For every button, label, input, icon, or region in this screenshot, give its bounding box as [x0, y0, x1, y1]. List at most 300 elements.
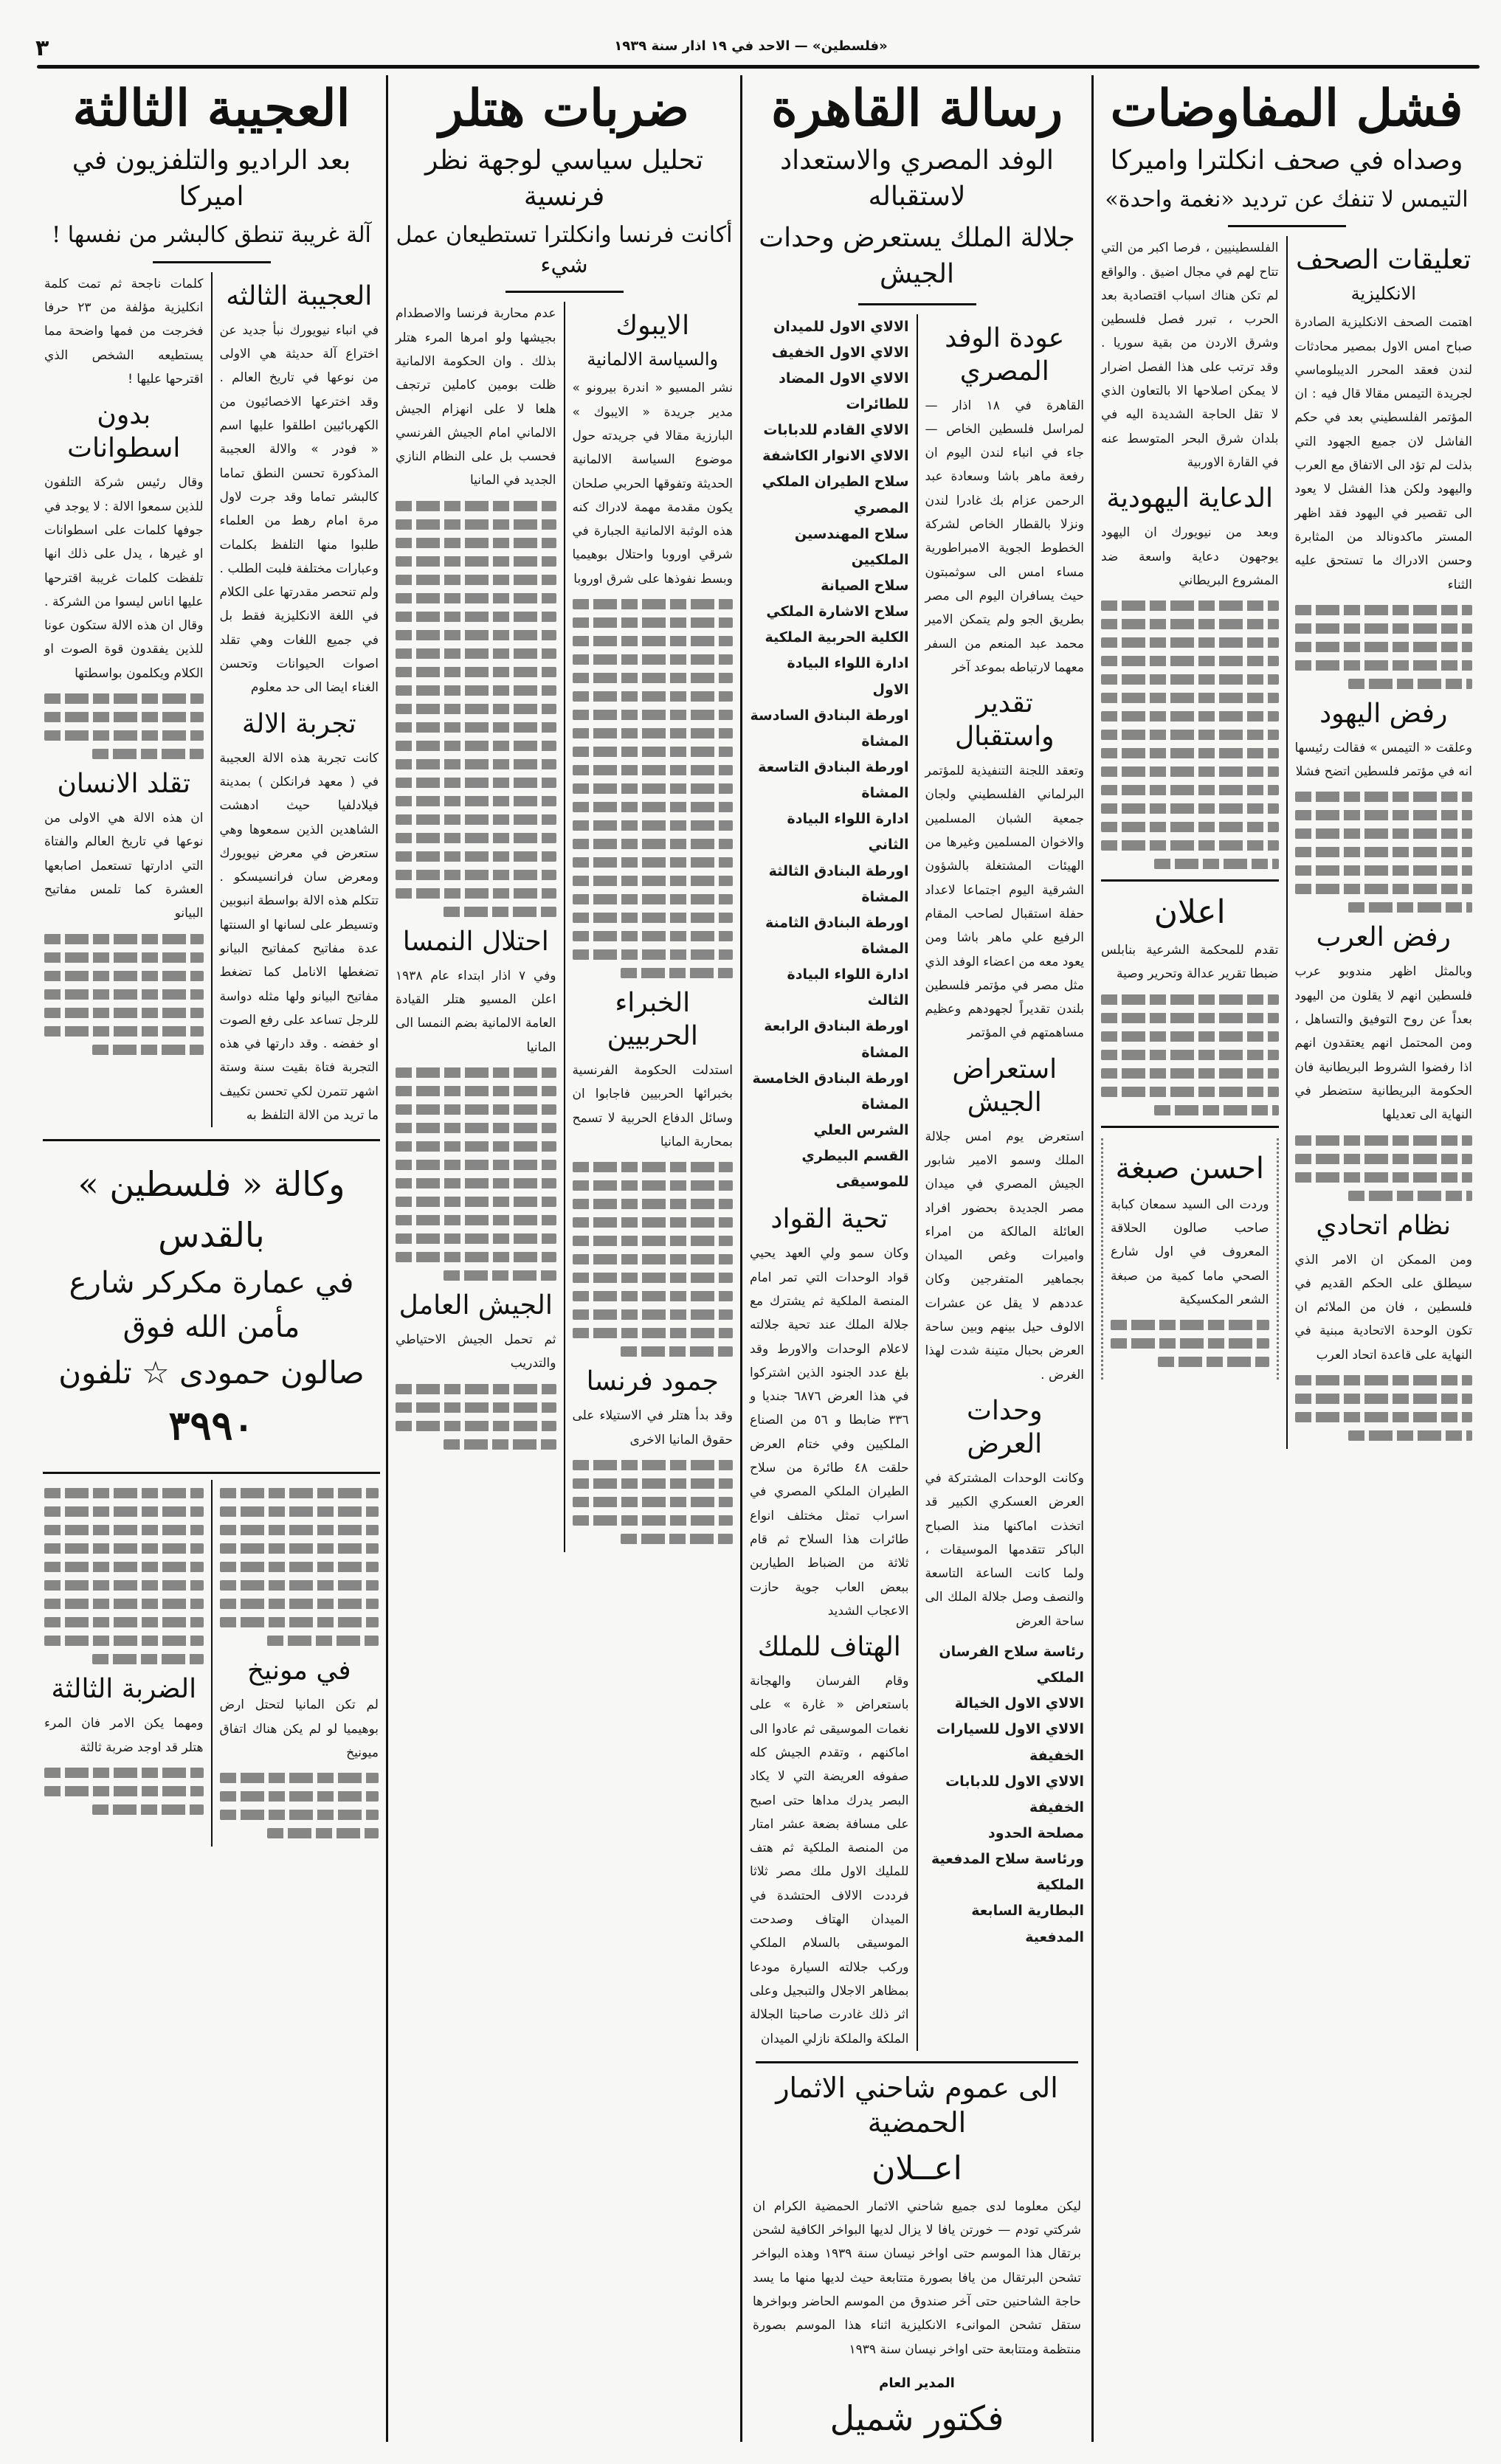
text-line-placeholder: [573, 931, 734, 941]
deck: الوفد المصري والاستعداد لاستقباله: [780, 145, 1054, 212]
list-item: الالاي الاول للسيارات الخفيفة: [936, 1721, 1084, 1764]
orange-shipping-ad: [742, 2051, 1091, 2442]
subcolumn: [742, 314, 918, 2051]
article-text: وكان سمو ولي العهد يحيي قواد الوحدات التي تمر امام المنصة الملكية ثم يشترك مع جلالة الملك عند تحية جلالته لاعلام الوحدات والاورط وقد بلغ عدد الجنود الذين اشتركوا في هذا العرض ٦٨٧٦ جنديا و ٣٣٦ ضابطا و ٥٦ من الصناع الملكيين وفي ختام العرض حلقت ٤٨ طائرة من سلاح الطيران الملكي المصري في اسراب تمثل مختلف انواع طائرات هذا السلاح ثم قام ثلاثة من الضباط الطيارين ببعض العاب جوية حازت الاعجاب الشديد: [750, 1246, 909, 1619]
article-text: ثم تحمل الجيش الاحتياطي والتدريب: [396, 1332, 556, 1371]
deck: بعد الراديو والتلفزيون في اميركا: [72, 145, 351, 212]
text-line-placeholder: [1101, 1087, 1279, 1097]
article-text: الفلسطينيين ، فرصا اكبر من التي تتاح لهم في مجال اضيق . والواقع لم تكن هناك اسباب اقتصادية بعد الحرب ، تبرر فصل فلسطين وشرق الاردن من بقية سوريا . وقد ترتب على هذا الفصل اضرار لا يمكن اصلاحها الا بالتعاون الذي لا تقل الحاجة الشديدة اليه في بلدان شرق البحر المتوسط عنه في القارة الاوربية: [1101, 240, 1279, 470]
text-line-placeholder: [396, 630, 556, 640]
text-line-placeholder: [396, 778, 556, 788]
section-heading: نظام اتحادي: [1316, 1210, 1452, 1241]
text-line-placeholder: [1295, 1172, 1473, 1183]
list-item: الكلية الحربية الملكية: [765, 629, 909, 646]
headline: رسالة القاهرة: [770, 79, 1063, 138]
text-line-placeholder: [44, 1026, 204, 1037]
article-text: القاهرة في ١٨ اذار — لمراسل فلسطين الخاص — جاء في انباء لندن اليوم ان رفعة ماهر باشا وسعادة عبد الرحمن عزام بك غادرا لندن ونزلا بالقطار الخاص لشركة الخطوط الجوية الامبراطورية مساء امس الى سوثمبتون حيث يسافران اليوم الى مصر بطريق الجو ولم يتمكن الامير محمد عبد المنعم من السفر معهما لارتباطه بموعد آخر: [925, 398, 1084, 675]
section-heading: رفض اليهود: [1319, 698, 1448, 729]
article-text: ومهما يكن الامر فان المرء هتلر قد اوجد ضربة ثالثة: [44, 1716, 204, 1755]
list-item: سلاح الطيران الملكي المصري: [762, 474, 909, 516]
article-text: وبالمثل اظهر مندوبو عرب فلسطين انهم لا يقلون من اليهود بعداً عن روح التوفيق والتساهل ، ومن المحتمل انهم يعتقدون انهم اذا رفضوا الشروط البريطانية فان الحكومة البريطانية ستضطر في النهاية الى تعديلها: [1294, 964, 1472, 1123]
text-line-placeholder: [573, 747, 734, 757]
list-item: القسم البيطري: [801, 1148, 909, 1165]
list-item: الالاي الاول المضاد للطائرات: [779, 370, 909, 412]
text-line-placeholder: [396, 501, 556, 511]
text-line-placeholder: [573, 1515, 734, 1526]
subcolumn: [1094, 236, 1288, 1449]
text-line-placeholder: [1154, 859, 1278, 869]
text-line-placeholder: [220, 1773, 379, 1783]
text-line-placeholder: [396, 1421, 556, 1431]
horizontal-rule: [1101, 1126, 1279, 1128]
text-line-placeholder: [220, 1810, 379, 1820]
text-line-placeholder: [573, 949, 734, 960]
text-line-placeholder: [396, 593, 556, 603]
article-columns: [37, 272, 386, 1128]
list-item: الالاي الاول الخيالة: [954, 1695, 1084, 1712]
subcolumn: [565, 302, 741, 1551]
text-line-placeholder: [573, 1291, 734, 1301]
text-line-placeholder: [396, 888, 556, 899]
deck: تحليل سياسي لوجهة نظر فرنسية: [425, 145, 703, 212]
article-text: في انباء نيويورك نبأ جديد عن اختراع آلة حديثة هي الاولى من نوعها في تاريخ العالم . وقد اخترعها الاخصائيون من الكهربائيين اطلقوا عليها اسم « فودر » والالة العجيبة المذكورة تحسن النطق تماما كالبشر تماما وقد جرت لاول مرة امام رهط من العلماء طلبوا منها التلفظ بكلمات وعبارات مختلفة فلبت الطلب . ولم تنحصر مقدرتها على الكلام في اللغة الانكليزية فقط بل في جميع اللغات وهي تقلد اصوات الحيوانات وتحسن الغناء ايضا الى حد معلوم: [219, 322, 379, 696]
text-line-placeholder: [396, 1141, 556, 1152]
article-text: وتعقد اللجنة التنفيذية للمؤتمر البرلماني الفلسطيني ولجان جمعية الشبان المسلمين والاخوان المسلمين وغيرها من الهيئات المشتغلة بالشؤون الشرقية اليوم اجتماعا لاعداد حفلة استقبال لصاحب المقام الرفيع علي ماهر باشا ومن يعود معه من اعضاء الوفد الذي مثل مصر في مؤتمر فلسطين بلندن تقديراً لجهودهم وعظيم مساهمتهم في المؤتمر: [925, 764, 1084, 1041]
section-heading: الهتاف للملك: [757, 1632, 901, 1663]
text-line-placeholder: [573, 783, 734, 794]
article-cairo: [742, 75, 1094, 2442]
subdeck: أكانت فرنسا وانكلترا تستطيعان عمل شيء: [396, 222, 733, 278]
text-line-placeholder: [396, 538, 556, 548]
text-line-placeholder: [573, 820, 734, 831]
text-line-placeholder: [44, 1488, 204, 1498]
list-item: اورطة البنادق الرابعة المشاة: [764, 1018, 909, 1061]
subcolumn: [37, 1480, 213, 1847]
section-heading: احتلال النمسا: [402, 926, 549, 957]
text-line-placeholder: [267, 1636, 379, 1646]
notice-text: تقدم للمحكمة الشرعية بنابلس ضبطا تقرير عدالة وتحرير وصية: [1101, 943, 1279, 982]
text-line-placeholder: [44, 1636, 204, 1646]
text-line-placeholder: [396, 685, 556, 696]
text-line-placeholder: [44, 712, 204, 722]
text-line-placeholder: [573, 876, 734, 886]
text-line-placeholder: [396, 1197, 556, 1207]
masthead-rule: [37, 65, 1480, 69]
text-line-placeholder: [573, 617, 734, 628]
headline: العجيبة الثالثة: [72, 79, 351, 138]
horizontal-rule: [1101, 879, 1279, 882]
article-text: ومن الممكن ان الامر الذي سيطلق على الحكم القديم في فلسطين ، فان من الملائم ان تكون الوحدة الاتحادية مبنية في النهاية على قاعدة اتحاد العرب: [1294, 1252, 1472, 1363]
article-text: اهتمت الصحف الانكليزية الصادرة صباح امس الاول بمصير محادثات لندن فعقد المحرر الديبلوماسي لجريدة التيمس مقالا قال فيه : ان المؤتمر الفلسطيني بعد في حكم الفاشل لان جميع الجهود التي بذلت لم تؤد الى الاتفاق مع العرب واليهود ولكن هذا الفشل لا يعود الى تقصير في اليهود فقد اظهر المستر ماكدونالد من المثابرة وحسن الادراك ما تستحق عليه الثناء: [1294, 315, 1472, 592]
text-line-placeholder: [220, 1543, 379, 1554]
text-line-placeholder: [621, 1534, 733, 1544]
text-line-placeholder: [92, 1045, 204, 1055]
subcolumn: [213, 272, 387, 1128]
list-item: اورطة البنادق الثامنة المشاة: [765, 914, 909, 957]
masthead: [22, 22, 1480, 74]
text-line-placeholder: [44, 1786, 204, 1796]
subcolumn: [37, 272, 213, 1128]
article-columns: [388, 302, 740, 1551]
text-line-placeholder: [220, 1562, 379, 1572]
article-text: وبعد من نيويورك ان اليهود يوجهون دعاية واسعة ضد المشروع البريطاني: [1101, 525, 1279, 588]
article-negotiations: [1094, 75, 1480, 2442]
text-line-placeholder: [1295, 642, 1473, 652]
list-item: سلاح الاشارة الملكي: [766, 603, 909, 620]
text-line-placeholder: [220, 1506, 379, 1517]
text-line-placeholder: [44, 1580, 204, 1591]
text-line-placeholder: [396, 1123, 556, 1133]
text-line-placeholder: [1295, 605, 1473, 615]
deck: وصداه في صحف انكلترا واميركا: [1110, 145, 1463, 176]
text-line-placeholder: [444, 907, 556, 917]
text-line-placeholder: [396, 1215, 556, 1225]
text-line-placeholder: [396, 1104, 556, 1115]
section-subheading: الانكليزية: [1350, 283, 1416, 305]
section-heading: استعراض الجيش: [952, 1053, 1057, 1118]
text-line-placeholder: [1101, 785, 1279, 795]
list-item: الالاي الاول للدبابات الخفيفة: [945, 1773, 1084, 1816]
text-line-placeholder: [1111, 1320, 1269, 1330]
list-item: اورطة البنادق الخامسة المشاة: [752, 1070, 909, 1112]
horizontal-rule: [43, 1139, 380, 1141]
text-line-placeholder: [573, 1328, 734, 1338]
text-line-placeholder: [220, 1525, 379, 1535]
text-line-placeholder: [44, 1543, 204, 1554]
text-line-placeholder: [1101, 637, 1279, 648]
text-line-placeholder: [44, 1768, 204, 1778]
agency-name: وكالة « فلسطين » بالقدس: [77, 1164, 345, 1256]
text-line-placeholder: [1101, 766, 1279, 777]
text-line-placeholder: [396, 722, 556, 733]
text-line-placeholder: [1295, 1154, 1473, 1164]
text-line-placeholder: [1101, 674, 1279, 685]
signer-name: فكتور شميل: [829, 2398, 1004, 2438]
text-line-placeholder: [1348, 1191, 1472, 1201]
text-line-placeholder: [573, 728, 734, 738]
text-line-placeholder: [573, 894, 734, 904]
text-line-placeholder: [1101, 748, 1279, 758]
ad-text: وردت الى السيد سمعان كبابة صاحب صالون الحلاقة المعروف في اول شارع الصحي ماما كمية من صبغة الشعر المكسيكية: [1111, 1197, 1269, 1307]
article-text: وقد بدأ هتلر في الاستيلاء على حقوق المانيا الاخرى: [572, 1408, 733, 1447]
agency-location-text: صالون حمودى ☆ تلفون: [58, 1354, 365, 1391]
text-line-placeholder: [573, 1273, 734, 1283]
text-line-placeholder: [92, 749, 204, 759]
text-line-placeholder: [1295, 884, 1473, 894]
text-line-placeholder: [44, 934, 204, 944]
subcolumn: [213, 1480, 387, 1847]
text-line-placeholder: [396, 1384, 556, 1394]
notice-heading: اعلان: [1153, 893, 1226, 932]
article-columns: [1094, 236, 1480, 1449]
text-line-placeholder: [573, 1162, 734, 1172]
headline: ضربات هتلر: [438, 79, 689, 138]
text-line-placeholder: [396, 612, 556, 622]
dye-ad: [1101, 1138, 1279, 1380]
article-text: كانت تجربة هذه الالة العجيبة في ( معهد فرانكلن ) بمدينة فيلادلفيا حيث ادهشت الشاهدين الذين سمعوها وهي ستعرض في معرض نيويورك ومعرض سان فرانسيسكو . تتكلم هذه الالة بواسطة انبوبين وتسيطر على لسانها او السنتها عدة مفاتيح كمفاتيح البيانو تضغطها الانامل كما تضغط مفاتيح البيانو ولها مثله دواسة للرجل تساعد على رفع الصوت او خفضه . وقد دارتها في هذه التجربة فتاة بقيت سنة وستة اشهر تتمرن لكي تحسن تكييف ما تريد من الالة التلفظ به: [219, 750, 379, 1124]
text-line-placeholder: [1295, 623, 1473, 634]
text-line-placeholder: [1101, 1068, 1279, 1079]
article-hitler: [388, 75, 742, 2442]
text-line-placeholder: [1101, 693, 1279, 703]
text-line-placeholder: [44, 1562, 204, 1572]
text-line-placeholder: [1101, 994, 1279, 1005]
text-line-placeholder: [573, 1460, 734, 1470]
article-text: وقام الفرسان والهجانة باستعراض « غارة » على نغمات الموسيقى ثم عادوا الى اماكنهم ، وتقدم الجيش كله صفوفه العريضة التي لا يكاد البصر يدرك مداها حتى اصبح على مسافة بضعة عشر امتار من المنصة الملكية ثم هتف للمليك الاول ملك مصر ثلاثا فرددت الالاف الحتشدة في الميدان الهتاف وصدحت الموسيقى بالسلام الملكي وركب جلالته السيارة مودعا بمظاهر الاجلال والتبجيل وعلى اثر ذلك غادرت صاحبتا الجلالة الملكة والملكة نازلي الميدان: [750, 1674, 909, 2046]
text-line-placeholder: [1295, 1375, 1473, 1385]
list-item: الشرس العلي: [813, 1121, 909, 1138]
text-line-placeholder: [1158, 1357, 1269, 1367]
newspaper-page: [22, 22, 1480, 2442]
text-line-placeholder: [1348, 679, 1472, 689]
text-line-placeholder: [621, 968, 733, 978]
article-text: استدلت الحكومة الفرنسية بخبرائها الحربيين فاجابوا ان وسائل الدفاع الحربية لا تسمح بمحاربة المانيا: [572, 1063, 733, 1149]
text-line-placeholder: [1154, 1105, 1278, 1115]
text-line-placeholder: [396, 1160, 556, 1170]
article-text: وفي ٧ اذار ابتداء عام ١٩٣٨ اعلن المسيو هتلر القيادة العامة الالمانية بضم النمسا الى المانيا: [396, 968, 556, 1055]
text-line-placeholder: [1101, 619, 1279, 629]
section-heading: تعليقات الصحف: [1296, 245, 1471, 276]
text-line-placeholder: [1101, 711, 1279, 721]
article-text: وقال رئيس شركة التلفون للذين سمعوا الالة : لا يوجد في جوفها كلمات على اسطوانات او غيرها ، يدل على ذلك انها تلفظت كلمات غريبة اقترحها عليها اناس ليسوا من الشركة . وقال ان هذه الالة ستكون عونا للذين يفقدون قوة الصوت او الكلام ويكلمون بواسطتها: [44, 475, 204, 681]
text-line-placeholder: [573, 673, 734, 683]
text-line-placeholder: [1348, 902, 1472, 913]
text-line-placeholder: [220, 1791, 379, 1802]
list-item: ادارة اللواء البيادة الثالث: [787, 966, 909, 1009]
text-line-placeholder: [573, 1236, 734, 1246]
section-heading: العجيبة الثالثه: [226, 280, 373, 311]
article-text: كلمات ناجحة ثم تمت كلمة انكليزية مؤلفة من ٢٣ حرفا فخرجت من فمها واضحة مما يستطيعه الشخص الذي اقترحها عليها !: [44, 276, 204, 387]
list-item: سلاح الصيانة: [821, 577, 909, 594]
text-line-placeholder: [573, 765, 734, 775]
text-line-placeholder: [396, 1233, 556, 1244]
subdeck: التيمس لا تنفك عن ترديد «نغمة واحدة»: [1105, 186, 1469, 212]
text-line-placeholder: [573, 1180, 734, 1191]
text-line-placeholder: [396, 648, 556, 659]
text-line-placeholder: [396, 1252, 556, 1262]
text-line-placeholder: [220, 1599, 379, 1609]
text-line-placeholder: [396, 704, 556, 714]
text-line-placeholder: [44, 971, 204, 981]
list-item: سلاح المهندسين الملكيين: [794, 525, 909, 568]
section-heading: تقدير واستقبال: [954, 688, 1055, 752]
text-line-placeholder: [396, 556, 556, 567]
list-item: البطارية السابعة المدفعية: [971, 1903, 1084, 1945]
text-line-placeholder: [92, 1654, 204, 1664]
article-text: نشر المسيو « اندرة بيرونو » مدير جريدة « الايبوك » البارزية مقالا في جريدته حول موضوع السياسة الالمانية الحديثة وتفوقها الحربي صلحان يكون مقدمة مهمة لادراك كنه هذه الوثبة الالمانية الجبارة في شرقي اوروبا واحتلال بوهيميا وبسط نفوذها على شرق اوروبا: [572, 381, 733, 586]
section-heading: جمود فرنسا: [586, 1366, 719, 1397]
text-line-placeholder: [396, 575, 556, 585]
list-item: ورئاسة سلاح المدفعية الملكية: [931, 1851, 1084, 1894]
text-line-placeholder: [396, 519, 556, 530]
text-line-placeholder: [44, 730, 204, 741]
text-line-placeholder: [444, 1439, 556, 1450]
section-heading: وحدات العرض: [967, 1395, 1043, 1459]
article-third-wonder: [37, 75, 388, 2442]
text-line-placeholder: [444, 1270, 556, 1281]
text-line-placeholder: [396, 1086, 556, 1096]
text-line-placeholder: [396, 851, 556, 862]
section-heading: رفض العرب: [1316, 922, 1451, 953]
text-line-placeholder: [44, 989, 204, 1000]
text-line-placeholder: [220, 1488, 379, 1498]
text-line-placeholder: [573, 691, 734, 702]
section-heading: تحية القواد: [770, 1204, 888, 1235]
horizontal-rule: [756, 2061, 1078, 2063]
horizontal-rule: [43, 1472, 380, 1474]
section-heading: بدون اسطوانات: [67, 400, 181, 464]
text-line-placeholder: [573, 1254, 734, 1264]
text-line-placeholder: [573, 636, 734, 646]
cavalry-list: [925, 1639, 1085, 1951]
text-line-placeholder: [396, 1178, 556, 1188]
section-heading: الدعاية اليهودية: [1106, 483, 1273, 514]
article-text: وعلقت « التيمس » فقالت رئيسها انه في مؤتمر فلسطين اتضح فشلا: [1294, 740, 1472, 780]
article-text: استعرض يوم امس جلالة الملك وسمو الامير شابور الجيش المصري في ميدان مصر الجديدة بحضور افراد العائلة المالكة من امراء واميرات وغص الميدان بجماهير المتفرجين وكان عددهم لا يقل عن عشرات الالوف حيل بينهم وبين ساحة العرض بحبال متينة شدت لهذا الغرض .: [925, 1129, 1084, 1382]
subcolumn: [918, 314, 1092, 2051]
article-text: ان هذه الالة هي الاولى من نوعها في تاريخ العالم والفتاة التي ادارتها تستعمل اصابعها العشرة كما تلمس مفاتيح البيانو: [44, 811, 204, 921]
subdeck: آلة غريبة تنطق كالبشر من نفسها !: [52, 222, 371, 249]
text-line-placeholder: [396, 796, 556, 806]
text-line-placeholder: [1111, 1338, 1269, 1349]
subdeck: جلالة الملك يستعرض وحدات الجيش: [759, 223, 1075, 289]
section-heading: تجربة الالة: [241, 708, 356, 739]
text-line-placeholder: [573, 710, 734, 720]
text-line-placeholder: [44, 1008, 204, 1018]
list-item: اورطة البنادق التاسعة المشاة: [758, 758, 909, 802]
dateline: «فلسطين» — الاحد في ١٩ اذار سنة ١٩٣٩: [614, 38, 888, 54]
list-item: اورطة البنادق الثالثة المشاة: [768, 862, 909, 905]
ad-title: الى عموم شاحني الاثمار الحمضية: [776, 2071, 1058, 2139]
text-line-placeholder: [396, 1402, 556, 1413]
text-line-placeholder: [396, 759, 556, 769]
text-line-placeholder: [573, 599, 734, 609]
text-line-placeholder: [1101, 656, 1279, 666]
text-line-placeholder: [1295, 792, 1473, 802]
text-line-placeholder: [1101, 730, 1279, 740]
list-item: مصلحة الحدود: [988, 1825, 1084, 1842]
list-item: الالاي القادم للدبابات: [763, 422, 909, 439]
divider: [858, 303, 976, 305]
text-line-placeholder: [1101, 1050, 1279, 1060]
agency-location: [43, 1349, 380, 1456]
list-item: ادارة اللواء البيادة الاول: [787, 655, 909, 698]
section-heading: الجيش العامل: [398, 1290, 553, 1321]
text-line-placeholder: [44, 1525, 204, 1535]
ad-heading: اعــلان: [872, 2149, 962, 2187]
signer-title: المدير العام: [879, 2375, 955, 2391]
text-line-placeholder: [220, 1580, 379, 1591]
list-item: الالاي الاول الخفيف: [771, 344, 909, 361]
text-line-placeholder: [1101, 840, 1279, 851]
text-line-placeholder: [1101, 822, 1279, 832]
text-line-placeholder: [573, 857, 734, 868]
list-item: الالاي الاول للميدان: [773, 318, 909, 335]
article-text: عدم محاربة فرنسا والاصطدام بجيشها ولو امرها المرء هتلر بذلك . وان الحكومة الالمانية ظلت بومين كاملين ترتجف هلعا لا على انهزام الجيش الالماني امام الجيش الفرنسي فحسب بل على النظام النازي الجديد في المانيا: [396, 306, 556, 488]
text-line-placeholder: [1295, 828, 1473, 839]
text-line-placeholder: [1101, 1031, 1279, 1042]
text-line-placeholder: [621, 1346, 733, 1357]
agency-phone: ٣٩٩٠: [168, 1402, 255, 1450]
text-line-placeholder: [1348, 1430, 1472, 1441]
divider: [153, 261, 271, 263]
divider: [505, 291, 624, 293]
page-number: ٣: [35, 35, 49, 61]
text-line-placeholder: [1295, 847, 1473, 857]
agency-address: في عمارة مكركر شارع مأمن الله فوق: [69, 1266, 354, 1345]
list-item: اورطة البنادق السادسة المشاة: [750, 707, 909, 750]
list-item: للموسيقى: [835, 1174, 909, 1191]
section-heading: الايبوك: [615, 311, 690, 342]
continued-hitler: [37, 1480, 386, 1847]
text-line-placeholder: [396, 814, 556, 825]
page-columns: [22, 75, 1480, 2442]
subcolumn: [388, 302, 565, 1551]
text-line-placeholder: [573, 1309, 734, 1320]
falastin-agency-ad: [37, 1127, 386, 1480]
text-line-placeholder: [1295, 1412, 1473, 1422]
section-subheading: والسياسة الالمانية: [587, 349, 719, 370]
section-heading: الخبراء الحربيين: [607, 988, 698, 1052]
text-line-placeholder: [396, 833, 556, 843]
text-line-placeholder: [396, 870, 556, 880]
units-list: [750, 314, 909, 1196]
section-heading: الضربة الثالثة: [51, 1674, 197, 1705]
text-line-placeholder: [44, 952, 204, 963]
list-item: الالاي الانوار الكاشفة: [762, 448, 909, 465]
text-line-placeholder: [396, 741, 556, 751]
text-line-placeholder: [573, 1497, 734, 1507]
text-line-placeholder: [573, 1199, 734, 1209]
text-line-placeholder: [44, 693, 204, 704]
article-text: لم تكن المانيا لتحتل ارض بوهيميا لو لم يكن هناك اتفاق ميونيخ: [219, 1698, 379, 1760]
headline: فشل المفاوضات: [1110, 79, 1463, 138]
text-line-placeholder: [1101, 601, 1279, 611]
article-text: وكانت الوحدات المشتركة في العرض العسكري الكبير قد اتخذت اماكنها منذ الصباح الباكر تتقدمها الموسيقات ، ولما كانت الساعة التاسعة والنصف وصل جلالة الملك الى ساحة العرض: [925, 1470, 1084, 1629]
text-line-placeholder: [1295, 1394, 1473, 1404]
text-line-placeholder: [92, 1804, 204, 1815]
text-line-placeholder: [1295, 660, 1473, 671]
article-columns: [742, 314, 1091, 2051]
ad-name: احسن صبغة: [1115, 1151, 1264, 1186]
text-line-placeholder: [1295, 865, 1473, 876]
text-line-placeholder: [267, 1828, 379, 1838]
text-line-placeholder: [573, 839, 734, 849]
text-line-placeholder: [44, 1599, 204, 1609]
section-heading: تقلد الانسان: [57, 769, 191, 800]
text-line-placeholder: [1295, 810, 1473, 820]
subcolumn: [1288, 236, 1480, 1449]
list-item: ادارة اللواء البيادة الثاني: [787, 811, 909, 854]
text-line-placeholder: [44, 1506, 204, 1517]
text-line-placeholder: [1101, 803, 1279, 814]
text-line-placeholder: [44, 1617, 204, 1627]
text-line-placeholder: [220, 1617, 379, 1627]
divider: [1228, 225, 1346, 227]
text-line-placeholder: [573, 654, 734, 665]
list-item: رئاسة سلاح الفرسان الملكي: [939, 1644, 1084, 1686]
section-heading: في مونيخ: [246, 1655, 351, 1686]
text-line-placeholder: [396, 1067, 556, 1078]
text-line-placeholder: [573, 802, 734, 812]
text-line-placeholder: [1101, 1013, 1279, 1023]
ad-text: ليكن معلوما لدى جميع شاحني الاثمار الحمضية الكرام ان شركتي تودم — خورتن يافا لا يزال لديها البواخر الكافية لشحن برتقال هذا الموسم حتى اواخر نيسان سنة ١٩٣٩ وهذه البواخر تشحن البرتقال من يافا بصورة متتابعة حيث لديها منها ما يسد حاجة الشاحنين حتى آخر صندوق من الموسم الحاضر وبواخرها ستقل تشحن الموانىء الانكليزية اثناء هذا الموسم بصورة منتظمة ومتتابعة حتى اواخر نيسان سنة ١٩٣٩: [753, 2198, 1081, 2357]
text-line-placeholder: [396, 667, 556, 677]
text-line-placeholder: [573, 1217, 734, 1228]
section-heading: عودة الوفد المصري: [945, 322, 1065, 387]
text-line-placeholder: [573, 913, 734, 923]
text-line-placeholder: [1295, 1135, 1473, 1146]
